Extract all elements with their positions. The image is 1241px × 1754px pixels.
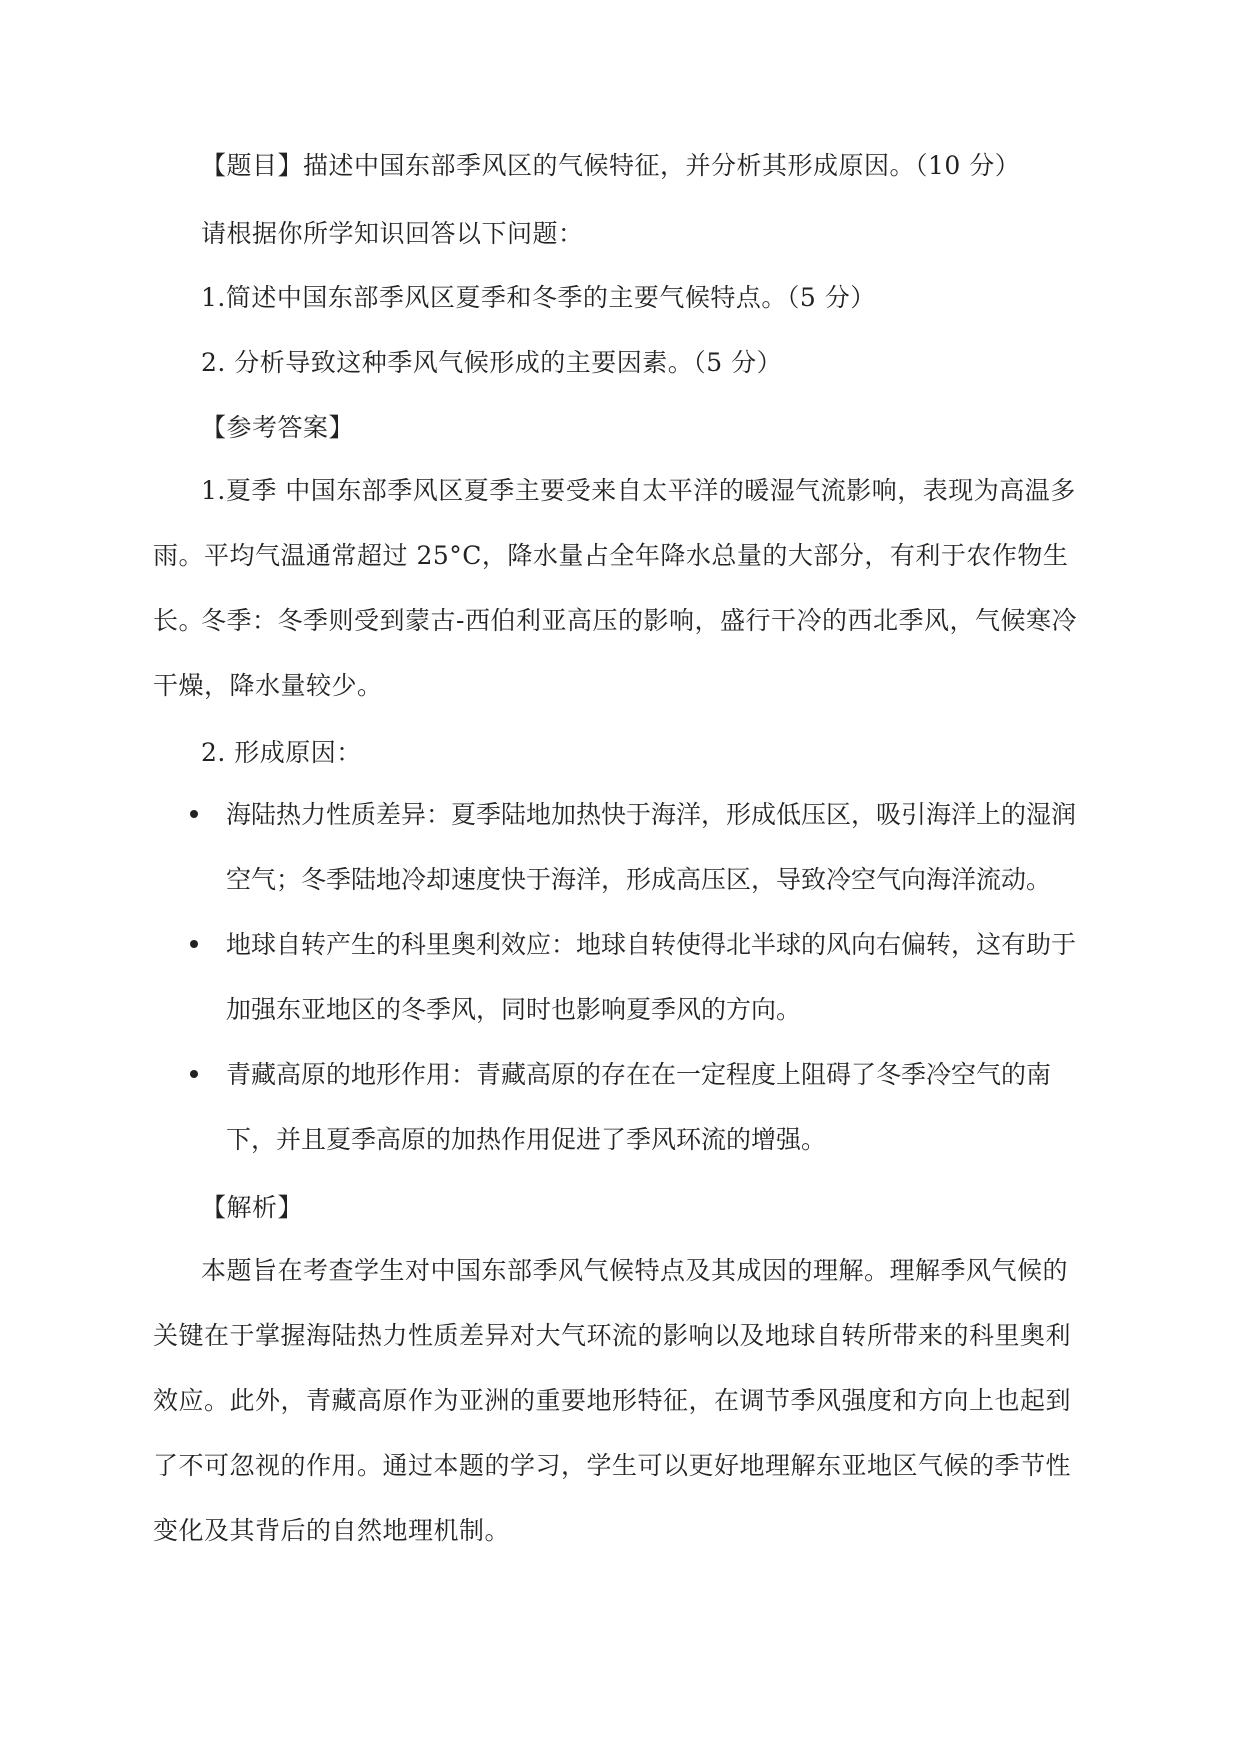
summer-answer: 1.夏季 中国东部季风区夏季主要受来自太平洋的暖湿气流影响，表现为高温多雨。平均气温通常超过 25°C，降水量占全年降水总量的大部分，有利于农作物生长。	[153, 476, 1076, 635]
analysis-text: 本题旨在考查学生对中国东部季风气候特点及其成因的理解。理解季风气候的关键在于掌握海陆热力性质差异对大气环流的影响以及地球自转所带来的科里奥利效应。此外，青藏高原作为亚洲的重要地形特征，在调节季风强度和方向上也起到了不可忽视的作用。通过本题的学习，学生可以更好地理解东亚地区气候的季节性变化及其背后的自然地理机制。	[153, 1256, 1072, 1545]
bullet-dot	[190, 1070, 198, 1078]
analysis-heading: 【解析】	[201, 1193, 304, 1222]
bullet-text-thermal: 海陆热力性质差异：夏季陆地加热快于海洋，形成低压区，吸引海洋上的湿润空气；冬季陆地冷却速度快于海洋，形成高压区，导致冷空气向海洋流动。	[226, 800, 1077, 894]
bullet-item-thermal	[226, 782, 1092, 912]
question-1: 1.简述中国东部季风区夏季和冬季的主要气候特点。（5 分）	[201, 283, 876, 312]
bullet-item-plateau	[226, 1042, 1092, 1172]
bullet-text-coriolis: 地球自转产生的科里奥利效应：地球自转使得北半球的风向右偏转，这有助于加强东亚地区的冬季风，同时也影响夏季风的方向。	[226, 930, 1077, 1024]
bullet-dot	[190, 940, 198, 948]
answer-heading: 【参考答案】	[201, 413, 355, 442]
bullet-item-coriolis	[226, 912, 1092, 1042]
question-title: 【题目】描述中国东部季风区的气候特征，并分析其形成原因。（10 分）	[201, 151, 1021, 180]
question-2: 2. 分析导致这种季风气候形成的主要因素。（5 分）	[201, 348, 783, 377]
causes-heading: 2. 形成原因：	[201, 738, 362, 767]
bullet-text-plateau: 青藏高原的地形作用：青藏高原的存在在一定程度上阻碍了冬季冷空气的南下，并且夏季高原的加热作用促进了季风环流的增强。	[226, 1060, 1052, 1154]
instruction-text: 请根据你所学知识回答以下问题：	[201, 219, 584, 248]
winter-answer: 冬季：冬季则受到蒙古-西伯利亚高压的影响，盛行干冷的西北季风，气候寒冷干燥，降水量较少。	[153, 606, 1077, 700]
bullet-dot	[190, 810, 198, 818]
